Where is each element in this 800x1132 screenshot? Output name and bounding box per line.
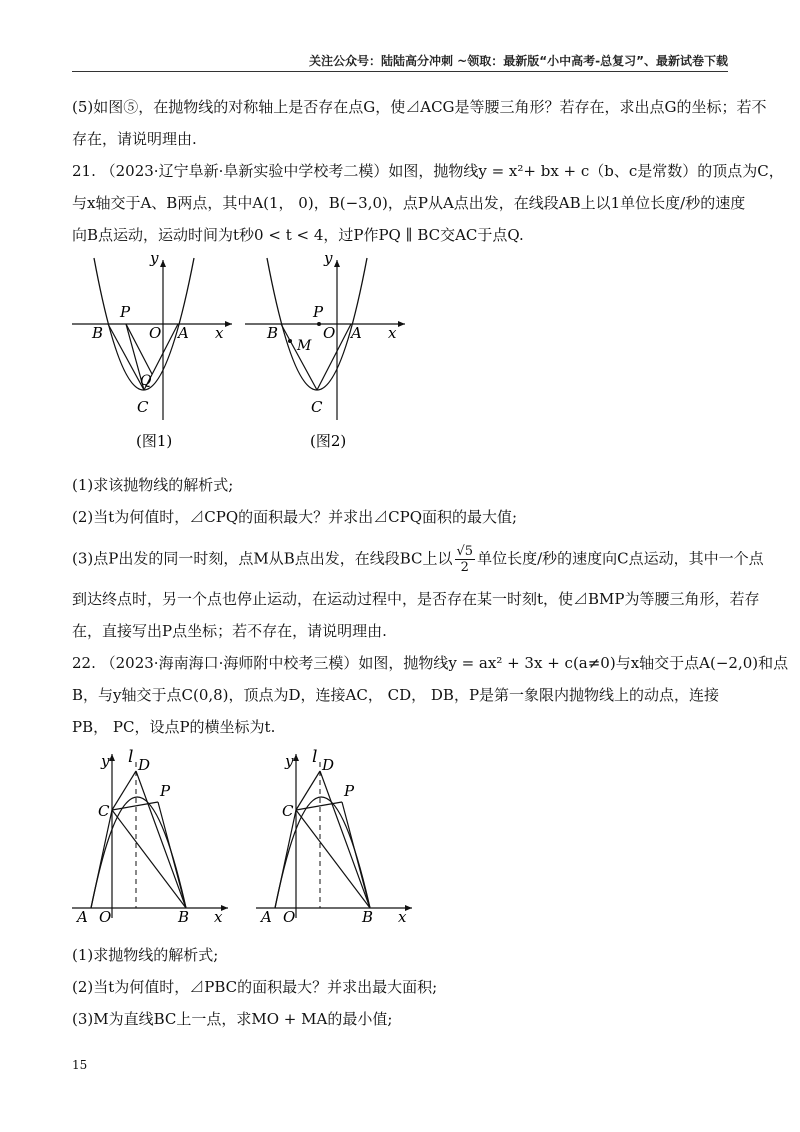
label-l: l bbox=[128, 747, 134, 767]
label-y: y bbox=[150, 250, 159, 267]
label-q: Q bbox=[140, 373, 152, 389]
fraction-numerator: √5 bbox=[456, 544, 474, 559]
label-l: l bbox=[312, 747, 318, 767]
label-x: x bbox=[388, 324, 397, 342]
label-d: D bbox=[138, 756, 151, 774]
segment-ac bbox=[275, 810, 296, 908]
q21-part2: (2)当t为何值时，⊿CPQ的面积最大？并求出⊿CPQ面积的最大值; bbox=[72, 508, 518, 526]
segment-bc bbox=[108, 324, 144, 390]
q21-part3-text-b: 单位长度/秒的速度向C点运动，其中一个点 bbox=[477, 549, 764, 568]
q21-figure-1 bbox=[72, 250, 242, 460]
label-b: B bbox=[362, 908, 374, 926]
q22-part3: (3)M为直线BC上一点，求MO + MA的最小值; bbox=[72, 1010, 393, 1028]
page-number: 15 bbox=[72, 1058, 88, 1072]
fig2-caption: (图2) bbox=[310, 432, 347, 450]
label-x: x bbox=[214, 908, 223, 926]
page-header: 关注公众号：陆陆高分冲刺 ~领取：最新版“小中高考-总复习”、最新试卷下载 bbox=[309, 54, 728, 68]
label-a: A bbox=[261, 908, 272, 926]
segment-ac bbox=[91, 810, 112, 908]
point-m bbox=[288, 339, 292, 343]
q20-part5-line2: 存在，请说明理由. bbox=[72, 130, 197, 148]
q21-line3: 向B点运动，运动时间为t秒0 < t < 4，过P作PQ ∥ BC交AC于点Q. bbox=[72, 226, 524, 244]
segment-cd bbox=[112, 771, 136, 810]
segment-cd bbox=[296, 771, 320, 810]
y-axis-arrow bbox=[293, 754, 299, 761]
label-x: x bbox=[215, 324, 224, 342]
y-axis-arrow bbox=[109, 754, 115, 761]
segment-pb bbox=[158, 802, 186, 908]
label-c: C bbox=[137, 398, 149, 416]
segment-cb bbox=[112, 810, 186, 908]
fraction-sqrt5-over-2 bbox=[455, 544, 476, 575]
y-axis-arrow bbox=[334, 260, 340, 267]
q21-part3-text-a: (3)点P出发的同一时刻，点M从B点出发，在线段BC上以 bbox=[72, 549, 453, 568]
q21-part3-line1 bbox=[72, 544, 764, 575]
q22-part1: (1)求抛物线的解析式; bbox=[72, 946, 219, 964]
label-y: y bbox=[324, 250, 333, 267]
header-divider bbox=[72, 71, 728, 72]
q21-part3-line2: 到达终点时，另一个点也停止运动，在运动过程中，是否存在某一时刻t，使⊿BMP为等腰三角形，若存 bbox=[72, 590, 760, 608]
q22-line3: PB， PC，设点P的横坐标为t. bbox=[72, 718, 276, 736]
label-p: P bbox=[120, 303, 131, 321]
q20-part5-line1: (5)如图⑤，在抛物线的对称轴上是否存在点G，使⊿ACG是等腰三角形？若存在，求出点G的坐标；若不 bbox=[72, 98, 767, 116]
q22-figure-right bbox=[256, 744, 426, 929]
fig1-caption: (图1) bbox=[136, 432, 173, 450]
label-p: P bbox=[313, 303, 324, 321]
label-y: y bbox=[101, 752, 110, 770]
label-o: O bbox=[149, 324, 162, 342]
y-axis-arrow bbox=[160, 260, 166, 267]
label-c: C bbox=[98, 802, 110, 820]
fraction-denominator: 2 bbox=[460, 560, 469, 575]
label-c: C bbox=[311, 398, 323, 416]
label-b: B bbox=[267, 324, 279, 342]
label-o: O bbox=[323, 324, 336, 342]
point-p bbox=[317, 322, 321, 326]
label-a: A bbox=[178, 324, 189, 342]
label-p: P bbox=[160, 782, 171, 800]
label-d: D bbox=[322, 756, 335, 774]
label-p: P bbox=[344, 782, 355, 800]
q21-line1: 21. （2023·辽宁阜新·阜新实验中学校考二模）如图，抛物线y = x²+ bx + c（b、c是常数）的顶点为C， bbox=[72, 162, 784, 180]
q22-figure-left bbox=[72, 744, 242, 929]
label-o: O bbox=[283, 908, 296, 926]
label-a: A bbox=[351, 324, 362, 342]
segment-pb bbox=[342, 802, 370, 908]
x-axis-arrow bbox=[225, 321, 232, 327]
segment-cb bbox=[296, 810, 370, 908]
label-x: x bbox=[398, 908, 407, 926]
label-y: y bbox=[285, 752, 294, 770]
q22-part2: (2)当t为何值时，⊿PBC的面积最大？并求出最大面积; bbox=[72, 978, 438, 996]
label-m: M bbox=[297, 338, 312, 354]
q21-line2: 与x轴交于A、B两点，其中A(1， 0)，B(−3,0)，点P从A点出发，在线段AB上以1单位长度/秒的速度 bbox=[72, 194, 746, 212]
q21-part1: (1)求该抛物线的解析式; bbox=[72, 476, 234, 494]
segment-bc bbox=[281, 324, 317, 390]
x-axis-arrow bbox=[398, 321, 405, 327]
label-b: B bbox=[92, 324, 104, 342]
label-c: C bbox=[282, 802, 294, 820]
q22-line1: 22. （2023·海南海口·海师附中校考三模）如图，抛物线y = ax² + 3x + c(a≠0)与x轴交于点A(−2,0)和点 bbox=[72, 654, 789, 672]
label-a: A bbox=[77, 908, 88, 926]
q21-figure-2 bbox=[245, 250, 415, 460]
label-b: B bbox=[178, 908, 190, 926]
q22-line2: B，与y轴交于点C(0,8)，顶点为D，连接AC， CD， DB，P是第一象限内抛物线上的动点，连接 bbox=[72, 686, 720, 704]
label-o: O bbox=[99, 908, 112, 926]
q21-part3-line3: 在，直接写出P点坐标；若不存在，请说明理由. bbox=[72, 622, 387, 640]
